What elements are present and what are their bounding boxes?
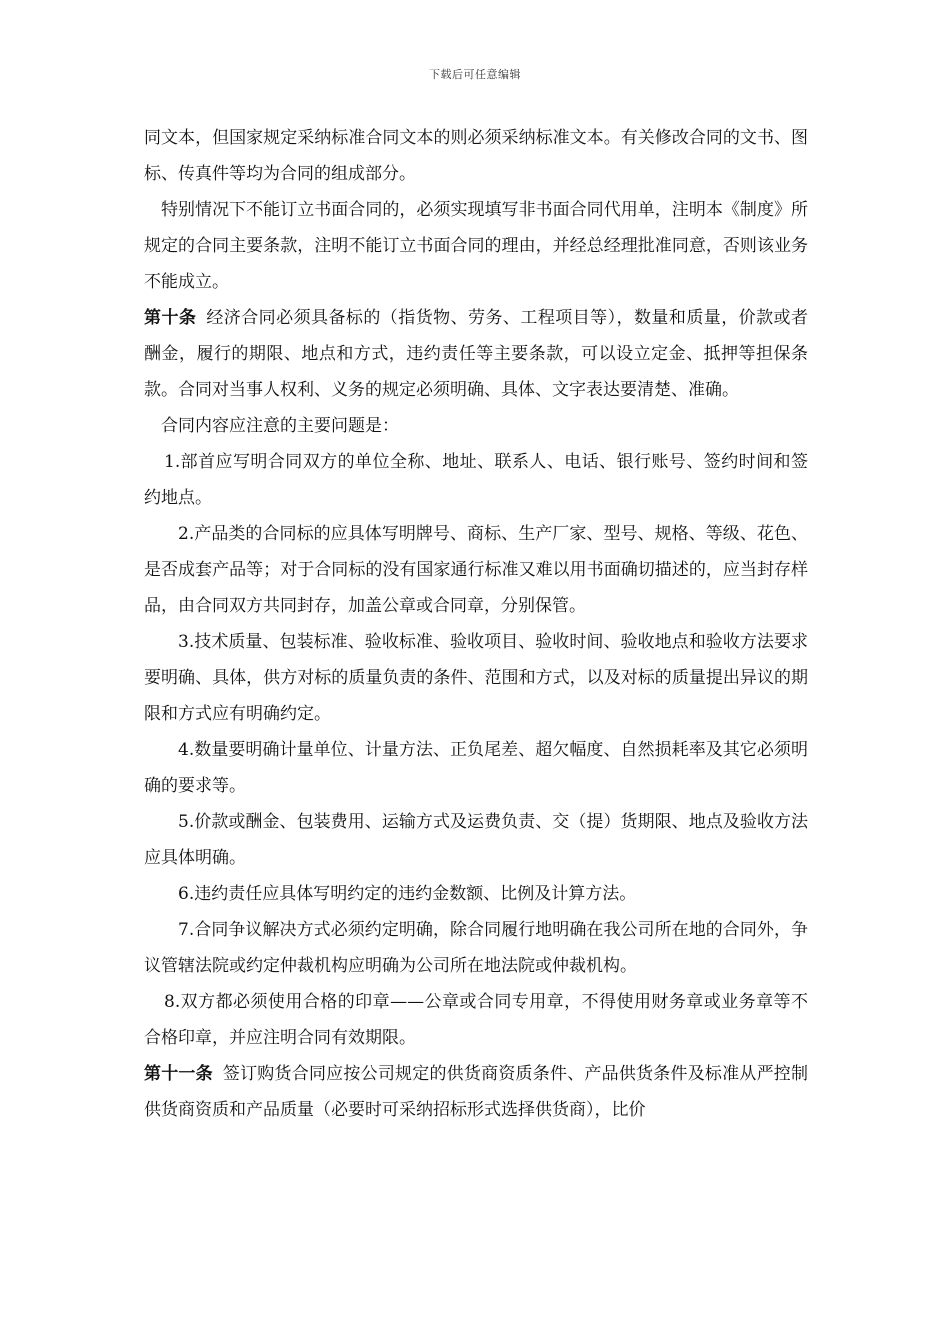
list-item-6: 6.违约责任应具体写明约定的违约金数额、比例及计算方法。 [178,884,637,904]
list-item-4: 4.数量要明确计量单位、计量方法、正负尾差、超欠幅度、自然损耗率及其它必须明确的要求等。 [144,740,808,796]
list-item-3: 3.技术质量、包装标准、验收标准、验收项目、验收时间、验收地点和验收方法要求要明确、具体，供方对标的质量负责的条件、范围和方式，以及对标的质量提出异议的期限和方式应有明确约定。 [144,632,808,724]
article-10 [144,300,808,408]
list-item-1: 1.部首应写明合同双方的单位全称、地址、联系人、电话、银行账号、签约时间和签约地点。 [144,452,808,508]
list-item-5: 5.价款或酬金、包装费用、运输方式及运费负责、交（提）货期限、地点及验收方法应具体明确。 [144,812,808,868]
paragraph-contract-text: 同文本，但国家规定采纳标准合同文本的则必须采纳标准文本。有关修改合同的文书、图标、传真件等均为合同的组成部分。 [144,128,808,184]
list-item-8: 8.双方都必须使用合格的印章——公章或合同专用章，不得使用财务章或业务章等不合格印章，并应注明合同有效期限。 [144,992,808,1048]
list-item-2: 2.产品类的合同标的应具体写明牌号、商标、生产厂家、型号、规格、等级、花色、是否成套产品等；对于合同标的没有国家通行标准又难以用书面确切描述的，应当封存样品，由合同双方共同封存，加盖公章或合同章，分别保管。 [144,524,808,616]
list-item-7: 7.合同争议解决方式必须约定明确，除合同履行地明确在我公司所在地的合同外，争议管辖法院或约定仲裁机构应明确为公司所在地法院或仲裁机构。 [144,920,808,976]
paragraph-special-cases: 特别情况下不能订立书面合同的，必须实现填写非书面合同代用单，注明本《制度》所规定的合同主要条款，注明不能订立书面合同的理由，并经总经理批准同意，否则该业务不能成立。 [144,200,808,292]
paragraph-intro: 合同内容应注意的主要问题是： [161,416,399,436]
article-11-label: 第十一条 [144,1064,213,1084]
article-11 [144,1056,808,1128]
article-10-text: 经济合同必须具备标的（指货物、劳务、工程项目等），数量和质量，价款或者酬金，履行的期限、地点和方式，违约责任等主要条款，可以设立定金、抵押等担保条款。合同对当事人权利、义务的规定必须明确、具体、文字表达要清楚、准确。 [144,308,809,400]
article-10-label: 第十条 [144,308,197,328]
article-11-text: 签订购货合同应按公司规定的供货商资质条件、产品供货条件及标准从严控制供货商资质和产品质量（必要时可采纳招标形式选择供货商），比价 [144,1064,809,1120]
document-body [144,120,808,1128]
page-header: 下载后可任意编辑 [429,68,521,81]
